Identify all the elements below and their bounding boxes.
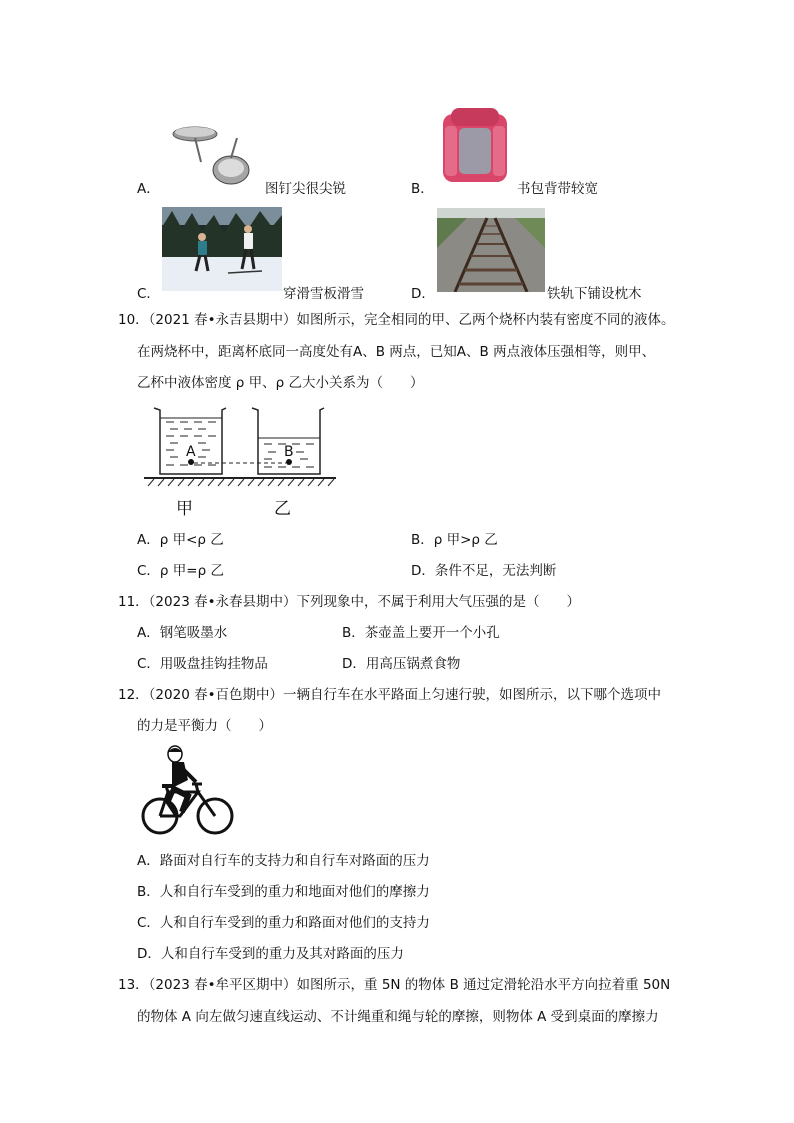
q12-stem-line1: 12．（2020 春•百色期中）一辆自行车在水平路面上匀速行驶，如图所示，以下哪个选项中 xyxy=(118,687,662,703)
skiing-image xyxy=(162,207,282,291)
q11-option-a: A．钢笔吸墨水 xyxy=(137,625,228,641)
q10-option-a: A．ρ 甲<ρ 乙 xyxy=(137,532,224,548)
cup-yi-label: 乙 xyxy=(274,499,291,519)
q9-option-c-caption: 穿滑雪板滑雪 xyxy=(283,286,364,302)
q13-stem-line2: 的物体 A 向左做匀速直线运动、不计绳重和绳与轮的摩擦，则物体 A 受到桌面的摩擦力 xyxy=(137,1009,659,1025)
q9-option-b-letter: B． xyxy=(411,181,434,197)
q10-stem-line1: 10．（2021 春•永吉县期中）如图所示，完全相同的甲、乙两个烧杯内装有密度不同的液体。 xyxy=(118,312,675,328)
q9-option-a-letter: A． xyxy=(137,181,160,197)
q12-option-b: B．人和自行车受到的重力和地面对他们的摩擦力 xyxy=(137,884,430,900)
point-a-label: A xyxy=(186,444,196,460)
q9-option-d-caption: 铁轨下铺设枕木 xyxy=(547,286,642,302)
cup-jia-label: 甲 xyxy=(176,499,193,519)
q11-stem: 11．（2023 春•永春县期中）下列现象中，不属于利用大气压强的是（ ） xyxy=(118,594,581,610)
q11-option-d: D．用高压锅煮食物 xyxy=(342,656,461,672)
cyclist-figure xyxy=(138,744,238,840)
q11-option-c: C．用吸盘挂钩挂物品 xyxy=(137,656,268,672)
q9-option-c-letter: C． xyxy=(137,286,160,302)
beakers-figure xyxy=(140,402,340,518)
q10-stem-line3: 乙杯中液体密度 ρ 甲、ρ 乙大小关系为（ ） xyxy=(137,375,424,391)
q11-option-b: B．茶壶盖上要开一个小孔 xyxy=(342,625,500,641)
thumbtack-image xyxy=(165,118,261,190)
q12-option-c: C．人和自行车受到的重力和路面对他们的支持力 xyxy=(137,915,430,931)
q9-option-d-letter: D． xyxy=(411,286,435,302)
q13-stem-line1: 13．（2023 春•牟平区期中）如图所示，重 5N 的物体 B 通过定滑轮沿水平方向拉着重 50N xyxy=(118,977,671,993)
q10-option-c: C．ρ 甲=ρ 乙 xyxy=(137,563,224,579)
q9-option-b-caption: 书包背带较宽 xyxy=(517,181,598,197)
railway-image xyxy=(437,208,545,292)
q12-option-d: D．人和自行车受到的重力及其对路面的压力 xyxy=(137,946,404,962)
q10-option-b: B．ρ 甲>ρ 乙 xyxy=(411,532,498,548)
point-b-label: B xyxy=(284,444,294,460)
backpack-image xyxy=(437,104,513,186)
q10-stem-line2: 在两烧杯中，距离杯底同一高度处有A、B 两点，已知A、B 两点液体压强相等，则甲、 xyxy=(137,344,656,360)
q12-stem-line2: 的力是平衡力（ ） xyxy=(137,718,272,734)
q9-option-a-caption: 图钉尖很尖锐 xyxy=(265,181,346,197)
q12-option-a: A．路面对自行车的支持力和自行车对路面的压力 xyxy=(137,853,430,869)
q10-option-d: D．条件不足，无法判断 xyxy=(411,563,557,579)
